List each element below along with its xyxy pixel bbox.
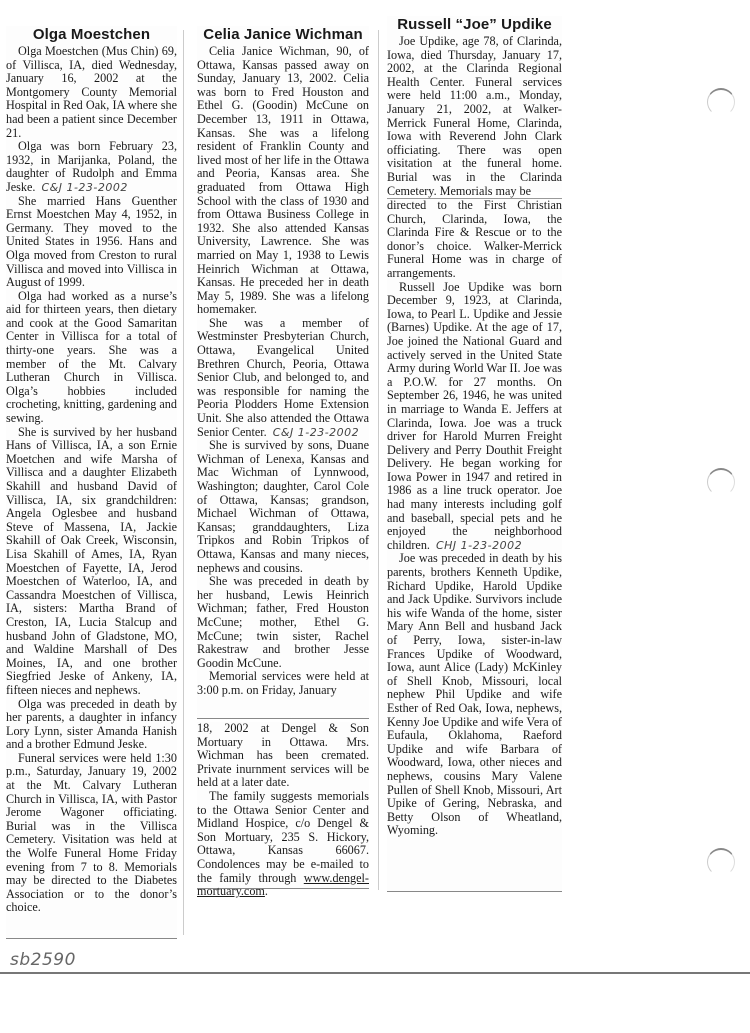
- obituary-celia-continuation: [197, 721, 369, 899]
- obituary-paragraph: Joe was preceded in death by his parents, brothers Kenneth Updike, Richard Updike, Harold Updike and Jack Updike. Survivors include his wife Wanda of the home, sister Mary Ann Bell and husband Jack of Perry, Iowa, sister-in-law Frances Updike of Woodward, Iowa, aunt Alice (Lady) McKinley of Shell Knob, Missouri, local nephew Phil Updike and wife Esther of Red Oak, Iowa, nephews, Kenny Joe Updike and wife Vera of Eufaula, Oklahoma, Raeford Updike and wife Barbara of Woodward, Iowa, other nieces and nephews, cousins Mary Valene Pullen of Shell Knob, Missouri, Art Upike of Gering, Nebraska, and Betty Olson of Wheatland, Wyoming.: [387, 551, 562, 838]
- mortuary-website-link[interactable]: www.dengel-mortuary.com: [197, 870, 369, 899]
- page-edge-line: [0, 972, 750, 974]
- obituary-title: Russell “Joe” Updike: [397, 16, 552, 33]
- punch-hole-icon: [707, 848, 735, 876]
- column-divider: [183, 30, 184, 935]
- handwritten-date-note: C&J 1-23-2002: [272, 425, 360, 439]
- obituary-paragraph: 18, 2002 at Dengel & Son Mortuary in Ottawa. Mrs. Wichman has been cremated. Private inurnment services will be held at a later date.: [197, 721, 369, 790]
- punctuation: .: [264, 884, 268, 899]
- obituary-paragraph: [197, 317, 369, 439]
- obituary-paragraph: Memorial services were held at 3:00 p.m. on Friday, January: [197, 669, 369, 697]
- obituary-paragraph: She is survived by sons, Duane Wichman of Lenexa, Kansas and Mac Wichman of Lynnwood, Washington; daughter, Carol Cole of Ottawa, Kansas; grandson, Michael Wichman of Ottawa, Kansas; granddaughters, Liza Tripkos and Robin Tripkos of Ottawa, Kansas and many nieces, nephews and cousins.: [197, 438, 369, 575]
- obituary-paragraph: directed to the First Christian Church, Clarinda, Iowa, the Clarinda Fire & Rescue or to the donor’s choice. Walker-Merrick Funeral Home was in charge of arrangements.: [387, 198, 562, 280]
- punch-hole-icon: [707, 468, 735, 496]
- obituary-paragraph: Joe Updike, age 78, of Clarinda, Iowa, died Thursday, January 17, 2002, at the Clarinda Regional Health Center. Funeral services were held 11:00 a.m., Monday, January 21, 2002, at Walker-Merrick Funeral Home, Clarinda, Iowa with Reverend John Clark officiating. There was open visitation at the funeral home. Burial was in the Clarinda Cemetery. Memorials may be: [387, 34, 562, 198]
- scrapbook-reference-number: sb2590: [10, 950, 76, 970]
- obituary-paragraph: Funeral services were held 1:30 p.m., Saturday, January 19, 2002 at the Mt. Calvary Lutheran Church in Villisca, IA, with Pastor Jerome Wagoner officiating. Burial was in the Villisca Cemetery. Visitation was held at the Wolfe Funeral Home Friday evening from 7 to 8. Memorials may be directed to the Diabetes Association or to the donor’s choice.: [6, 750, 177, 915]
- obituary-paragraph: Olga Moestchen (Mus Chin) 69, of Villisca, IA, died Wednesday, January 16, 2002 at the Montgomery County Memorial Hospital in Red Oak, IA where she had been a patient since December 21.: [6, 44, 177, 140]
- punch-hole-icon: [707, 88, 735, 116]
- obituary-paragraph: Olga was preceded in death by her parents, a daughter in infancy Lory Lynn, sister Amanda Hanish and a brother Edmund Jeske.: [6, 696, 177, 752]
- obituary-paragraph: She married Hans Guenther Ernst Moestchen May 4, 1952, in Germany. They moved to the United States in 1956. Hans and Olga moved from Creston to rural Villisca and moved into Villisca in August of 1999.: [6, 193, 177, 290]
- obituary-celia-janice-wichman: [197, 26, 369, 719]
- obituary-paragraph: She is survived by her husband Hans of Villisca, IA, a son Ernie Moetchen and wife Marsha of Villisca and a daughter Elizabeth Skahill and husband David of Villisca, IA, six grandchildren: Angela Oglesbee and husband Steve of Massena, IA, Jackie Skahill of Oak Creek, Wisconsin, Lisa Skahill of Ames, IA, Ryan Moestchen of Fayette, IA, Jerod Moestchen of Waterloo, IA, and Cassandra Moestchen of Villisca, IA, sisters: Martha Brand of Creston, IA, Lucia Stalcup and husband John of Gladstone, MO, and Waldine Marshall of Des Moines, IA, and one brother Siegfried Jeske of Ankeny, IA, fifteen nieces and nephews.: [6, 424, 177, 697]
- obituary-paragraph: [387, 281, 562, 553]
- column-divider: [378, 30, 379, 890]
- obituary-olga-moestchen: [6, 26, 177, 939]
- obituary-paragraph: Olga had worked as a nurse’s aid for thirteen years, then dietary and cook at the Good Samaritan Center in Villisca for a total of thirty-one years. She was a member of the Mt. Calvary Lutheran Church in Villisca. Olga’s hobbies included crocheting, knitting, gardening and sewing.: [6, 288, 177, 426]
- paragraph-text: Olga was born February 23, 1932, in Marijanka, Poland, the daughter of Rudolph and Emma Jeske.: [6, 139, 177, 194]
- paragraph-text: The family suggests memorials to the Ottawa Senior Center and Midland Hospice, c/o Dengel & Son Mortuary, 235 S. Hickory, Ottawa, Kansas 66067. Condolences may be e-mailed to the family through: [197, 788, 369, 885]
- handwritten-date-note: CHJ 1-23-2002: [435, 538, 523, 552]
- obituary-russell-joe-updike: [387, 16, 562, 198]
- paragraph-text: Russell Joe Updike was born December 9, 1923, at Clarinda, Iowa, to Pearl L. Updike and Jessie (Barnes) Updike. At the age of 17, Joe joined the National Guard and actively served in the United State Army during World War II. Joe was a P.O.W. for 27 months. On September 26, 1946, he was united in marriage to Wanda E. Jeffers at Clarinda, Iowa. Joe was a truck driver for Harold Murren Freight Delivery and Perry Douthit Freight Delivery. He began working for Iowa Power in 1947 and retired in 1986 as a line truck operator. Joe had many interests including golf and baseball, special pets and he enjoyed the neighborhood children.: [387, 279, 562, 552]
- obituary-title: Celia Janice Wichman: [203, 26, 363, 43]
- obituary-paragraph: She was preceded in death by her husband, Lewis Heinrich Wichman; father, Fred Houston McCune; mother, Ethel G. McCune; twin sister, Rachel Rakestraw and brother Jesse Goodin McCune.: [197, 574, 369, 670]
- obituary-paragraph: Celia Janice Wichman, 90, of Ottawa, Kansas passed away on Sunday, January 13, 2002. Celia was born to Fred Houston and Ethel G. (Goodin) McCune on December 13, 1911 in Ottawa, Kansas. She was a lifelong resident of Franklin County and lived most of her life in the Ottawa and Peoria, Kansas area. She graduated from Ottawa High School with the class of 1930 and from Ottawa Business College in 1932. She also attended Kansas University, Lawrence. She was married on May 1, 1938 to Lewis Heinrich Wichman at Ottawa, Kansas. He preceded her in death May 5, 1989. She was a lifelong homemaker.: [197, 44, 369, 317]
- obituary-paragraph: [197, 790, 369, 899]
- paragraph-text: She was a member of Westminster Presbyterian Church, Ottawa, Evangelical United Brethren Church, Peoria, Ottawa Senior Club, and belonged to, and was responsible for naming the Peoria Plodders Home Extension Unit. She also attended the Ottawa Senior Center.: [197, 315, 369, 439]
- obituary-paragraph: [6, 140, 177, 194]
- handwritten-date-note: C&J 1-23-2002: [41, 180, 128, 194]
- obituary-updike-continuation: [387, 198, 562, 892]
- obituary-title: Olga Moestchen: [32, 26, 151, 43]
